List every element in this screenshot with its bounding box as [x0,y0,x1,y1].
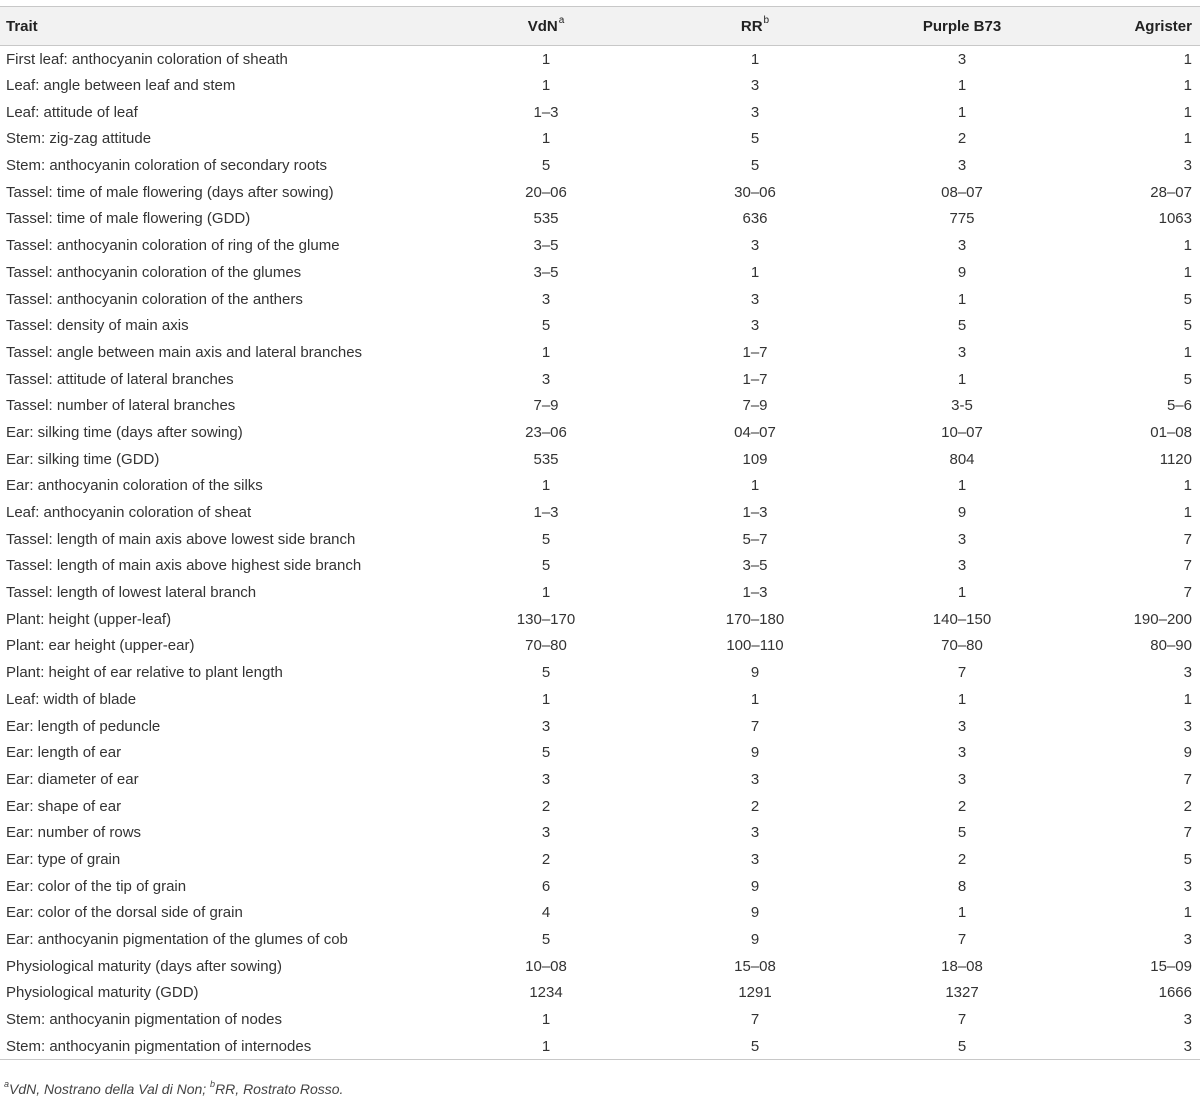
header-rr [662,7,848,46]
table-row [0,846,1200,873]
cell-vdn: 1234 [529,984,563,1002]
header-agrister [1076,7,1200,46]
cell-rr: 1 [750,477,760,495]
table-row [0,953,1200,980]
cell-trait: Plant: height of ear relative to plant length [6,664,283,682]
cell-vdn: 2 [541,850,551,868]
cell-rr: 5–7 [742,530,768,548]
table-row [0,99,1200,126]
cell-purple-b73: 3 [957,717,967,735]
cell-vdn: 3 [541,824,551,842]
cell-vdn: 3–5 [533,237,559,255]
cell-agrister: 5 [1183,850,1192,868]
cell-vdn: 20–06 [525,183,567,201]
cell-purple-b73: 3 [957,157,967,175]
cell-rr: 15–08 [734,957,776,975]
cell-vdn: 7–9 [533,397,559,415]
cell-purple-b73: 140–150 [932,610,992,628]
header-rr-footnote-marker: b [763,14,770,26]
header-vdn-footnote-marker: a [558,14,565,26]
table-row [0,499,1200,526]
cell-purple-b73: 7 [957,1011,967,1029]
cell-purple-b73: 70–80 [941,637,983,655]
cell-agrister: 1 [1183,237,1192,255]
cell-trait: Tassel: angle between main axis and lateral branches [6,343,363,361]
cell-agrister: 3 [1183,157,1192,175]
trait-table-container [0,6,1200,1060]
cell-trait: Tassel: attitude of lateral branches [6,370,234,388]
table-row [0,232,1200,259]
cell-rr: 1 [750,263,760,281]
cell-agrister: 1 [1183,504,1192,522]
table-row [0,286,1200,313]
table-row [0,312,1200,339]
cell-vdn: 130–170 [516,610,576,628]
cell-purple-b73: 8 [957,877,967,895]
cell-rr: 9 [750,664,760,682]
cell-agrister: 01–08 [1150,423,1192,441]
cell-purple-b73: 1 [957,584,967,602]
cell-vdn: 1 [541,1011,551,1029]
cell-vdn: 5 [541,157,551,175]
cell-vdn: 2 [541,797,551,815]
table-row [0,473,1200,500]
cell-vdn: 1 [541,343,551,361]
cell-vdn: 5 [541,664,551,682]
header-purple-b73-label: Purple B73 [922,17,1002,35]
cell-rr: 3 [750,317,760,335]
cell-agrister: 1063 [1158,210,1192,228]
cell-purple-b73: 3 [957,744,967,762]
cell-rr: 1–7 [742,343,768,361]
table-row [0,686,1200,713]
cell-vdn: 1–3 [533,103,559,121]
cell-trait: Tassel: length of lowest lateral branch [6,584,257,602]
table-row [0,526,1200,553]
cell-agrister: 3 [1183,717,1192,735]
table-row [0,152,1200,179]
cell-vdn: 1 [541,77,551,95]
cell-trait: Physiological maturity (GDD) [6,984,199,1002]
cell-trait: Ear: length of ear [6,744,122,762]
cell-agrister: 1 [1183,103,1192,121]
cell-vdn: 6 [541,877,551,895]
cell-trait: Ear: anthocyanin coloration of the silks [6,477,263,495]
cell-rr: 9 [750,877,760,895]
table-row [0,606,1200,633]
cell-rr: 3 [750,103,760,121]
cell-purple-b73: 9 [957,504,967,522]
cell-trait: Leaf: attitude of leaf [6,103,138,121]
cell-vdn: 70–80 [525,637,567,655]
cell-rr: 9 [750,744,760,762]
footnote-b-marker: b [210,1079,216,1089]
cell-agrister: 1 [1183,343,1192,361]
cell-agrister: 3 [1183,931,1192,949]
cell-purple-b73: 7 [957,931,967,949]
cell-rr: 9 [750,904,760,922]
cell-trait: Leaf: angle between leaf and stem [6,77,236,95]
cell-agrister: 1 [1183,477,1192,495]
cell-rr: 636 [742,210,768,228]
cell-trait: Tassel: anthocyanin coloration of the anthers [6,290,303,308]
cell-vdn: 1 [541,690,551,708]
cell-rr: 2 [750,797,760,815]
cell-agrister: 1 [1183,130,1192,148]
table-row [0,72,1200,99]
cell-trait: Stem: anthocyanin pigmentation of internodes [0,1033,430,1060]
cell-purple-b73: 3 [957,50,967,68]
cell-agrister: 5 [1183,290,1192,308]
cell-trait: Tassel: length of main axis above highest side branch [6,557,362,575]
cell-vdn: 5 [541,530,551,548]
cell-rr: 3 [750,237,760,255]
cell-purple-b73: 1 [957,290,967,308]
cell-agrister: 2 [1183,797,1192,815]
cell-trait: Tassel: anthocyanin coloration of the glumes [6,263,302,281]
cell-rr: 5 [750,157,760,175]
table-row [0,713,1200,740]
cell-rr: 1 [750,50,760,68]
cell-purple-b73: 3 [957,530,967,548]
cell-vdn: 1 [541,50,551,68]
cell-rr: 1–7 [742,370,768,388]
table-row [0,793,1200,820]
cell-agrister: 7 [1183,557,1192,575]
cell-trait: First leaf: anthocyanin coloration of sheath [6,50,288,68]
cell-trait: Ear: silking time (GDD) [6,450,160,468]
table-row [0,126,1200,153]
cell-rr: 7–9 [742,397,768,415]
cell-trait: Ear: silking time (days after sowing) [6,423,243,441]
cell-purple-b73: 1 [957,690,967,708]
table-row [0,659,1200,686]
cell-trait: Ear: color of the dorsal side of grain [6,904,243,922]
cell-trait: Ear: anthocyanin pigmentation of the glumes of cob [6,931,348,949]
table-row [0,446,1200,473]
cell-trait: Ear: length of peduncle [6,717,161,735]
cell-purple-b73: 5 [957,824,967,842]
table-row [0,633,1200,660]
cell-purple-b73: 1 [957,477,967,495]
cell-vdn: 5 [541,557,551,575]
table-row [0,819,1200,846]
table-row [0,366,1200,393]
cell-purple-b73: 1 [957,103,967,121]
cell-rr: 1–3 [742,504,768,522]
table-row [0,206,1200,233]
cell-agrister: 3 [1076,1033,1200,1060]
cell-trait: Ear: type of grain [6,850,121,868]
cell-rr: 5 [662,1033,848,1060]
cell-vdn: 3–5 [533,263,559,281]
cell-trait: Tassel: length of main axis above lowest side branch [6,530,356,548]
cell-purple-b73: 3 [957,237,967,255]
cell-agrister: 1 [1183,77,1192,95]
table-row [0,1006,1200,1033]
cell-rr: 3 [750,850,760,868]
cell-agrister: 7 [1183,770,1192,788]
table-row [0,179,1200,206]
cell-rr: 3 [750,770,760,788]
header-vdn-label: VdN [527,17,558,35]
table-row [0,553,1200,580]
cell-agrister: 28–07 [1150,183,1192,201]
cell-purple-b73: 3-5 [951,397,973,415]
cell-vdn: 3 [541,290,551,308]
cell-trait: Tassel: number of lateral branches [6,397,236,415]
cell-rr: 170–180 [725,610,785,628]
cell-trait: Leaf: width of blade [6,690,137,708]
header-agrister-label: Agrister [1134,17,1192,35]
header-trait-label: Trait [6,17,38,35]
cell-purple-b73: 5 [957,317,967,335]
header-vdn [430,7,662,46]
table-row [0,980,1200,1007]
cell-agrister: 7 [1183,824,1192,842]
cell-vdn: 1 [430,1033,662,1060]
cell-agrister: 80–90 [1150,637,1192,655]
cell-vdn: 3 [541,370,551,388]
cell-vdn: 535 [533,450,559,468]
cell-trait: Stem: anthocyanin coloration of secondary roots [6,157,328,175]
cell-rr: 1–3 [742,584,768,602]
cell-purple-b73: 1 [957,904,967,922]
table-body [0,46,1200,1060]
cell-rr: 7 [750,1011,760,1029]
cell-vdn: 3 [541,717,551,735]
cell-agrister: 7 [1183,584,1192,602]
cell-agrister: 1 [1183,50,1192,68]
cell-agrister: 15–09 [1150,957,1192,975]
cell-purple-b73: 1 [957,370,967,388]
table-row [0,339,1200,366]
cell-trait: Tassel: anthocyanin coloration of ring of the glume [6,237,340,255]
cell-agrister: 3 [1183,1011,1192,1029]
cell-purple-b73: 3 [957,770,967,788]
cell-vdn: 1 [541,584,551,602]
cell-vdn: 1–3 [533,504,559,522]
cell-agrister: 1 [1183,263,1192,281]
cell-trait: Tassel: time of male flowering (GDD) [6,210,251,228]
cell-rr: 30–06 [734,183,776,201]
cell-rr: 3 [750,77,760,95]
cell-trait: Stem: zig-zag attitude [6,130,152,148]
cell-vdn: 5 [541,931,551,949]
table-row [0,419,1200,446]
cell-trait: Tassel: time of male flowering (days after sowing) [6,183,334,201]
cell-vdn: 5 [541,317,551,335]
cell-purple-b73: 1327 [945,984,979,1002]
cell-agrister: 1120 [1159,450,1192,468]
cell-rr: 3 [750,290,760,308]
table-row [0,1033,1200,1060]
header-rr-label: RR [740,17,763,35]
cell-agrister: 190–200 [1133,610,1192,628]
table-footnote [4,1081,343,1097]
cell-purple-b73: 775 [949,210,975,228]
table-row [0,259,1200,286]
cell-rr: 1 [750,690,760,708]
cell-purple-b73: 10–07 [941,423,983,441]
cell-vdn: 4 [541,904,551,922]
cell-trait: Tassel: density of main axis [6,317,189,335]
cell-agrister: 7 [1183,530,1192,548]
table-row [0,766,1200,793]
cell-vdn: 5 [541,744,551,762]
cell-purple-b73: 7 [957,664,967,682]
cell-trait: Physiological maturity (days after sowing) [6,957,282,975]
cell-rr: 7 [750,717,760,735]
trait-table [0,6,1200,1060]
table-row [0,873,1200,900]
cell-agrister: 3 [1183,877,1192,895]
cell-purple-b73: 804 [949,450,975,468]
table-row [0,900,1200,927]
cell-rr: 109 [742,450,768,468]
header-row [0,7,1200,46]
table-row [0,739,1200,766]
cell-trait: Ear: color of the tip of grain [6,877,187,895]
table-row [0,46,1200,73]
table-row [0,926,1200,953]
cell-agrister: 1666 [1158,984,1192,1002]
cell-agrister: 5 [1183,317,1192,335]
cell-purple-b73: 2 [957,850,967,868]
cell-trait: Leaf: anthocyanin coloration of sheat [6,504,252,522]
cell-agrister: 3 [1183,664,1192,682]
cell-trait: Plant: height (upper-leaf) [6,610,172,628]
cell-vdn: 1 [541,477,551,495]
header-purple-b73 [848,7,1076,46]
cell-rr: 100–110 [726,637,784,655]
table-row [0,579,1200,606]
cell-rr: 3–5 [742,557,768,575]
cell-agrister: 5 [1183,370,1192,388]
cell-purple-b73: 18–08 [941,957,983,975]
cell-rr: 3 [750,824,760,842]
cell-trait: Ear: diameter of ear [6,770,139,788]
footnote-b-text: RR, Rostrato Rosso. [215,1081,344,1097]
cell-trait: Stem: anthocyanin pigmentation of nodes [6,1011,283,1029]
cell-agrister: 9 [1183,744,1192,762]
cell-purple-b73: 3 [957,557,967,575]
cell-trait: Ear: shape of ear [6,797,122,815]
cell-trait: Ear: number of rows [6,824,142,842]
cell-agrister: 1 [1183,690,1192,708]
footnote-a-marker: a [4,1079,10,1089]
cell-purple-b73: 5 [848,1033,1076,1060]
cell-purple-b73: 3 [957,343,967,361]
cell-purple-b73: 08–07 [941,183,983,201]
cell-rr: 9 [750,931,760,949]
cell-vdn: 3 [541,770,551,788]
cell-agrister: 1 [1183,904,1192,922]
cell-vdn: 23–06 [525,423,567,441]
table-row [0,392,1200,419]
cell-vdn: 535 [533,210,559,228]
header-trait [0,7,430,46]
cell-purple-b73: 2 [957,130,967,148]
cell-purple-b73: 1 [957,77,967,95]
cell-vdn: 1 [541,130,551,148]
cell-purple-b73: 9 [957,263,967,281]
cell-agrister: 5–6 [1166,397,1192,415]
cell-purple-b73: 2 [957,797,967,815]
cell-rr: 1291 [738,984,772,1002]
cell-trait: Plant: ear height (upper-ear) [6,637,195,655]
footnote-a-text: VdN, Nostrano della Val di Non; [9,1081,211,1097]
cell-vdn: 10–08 [525,957,567,975]
cell-rr: 04–07 [734,423,776,441]
cell-rr: 5 [750,130,760,148]
